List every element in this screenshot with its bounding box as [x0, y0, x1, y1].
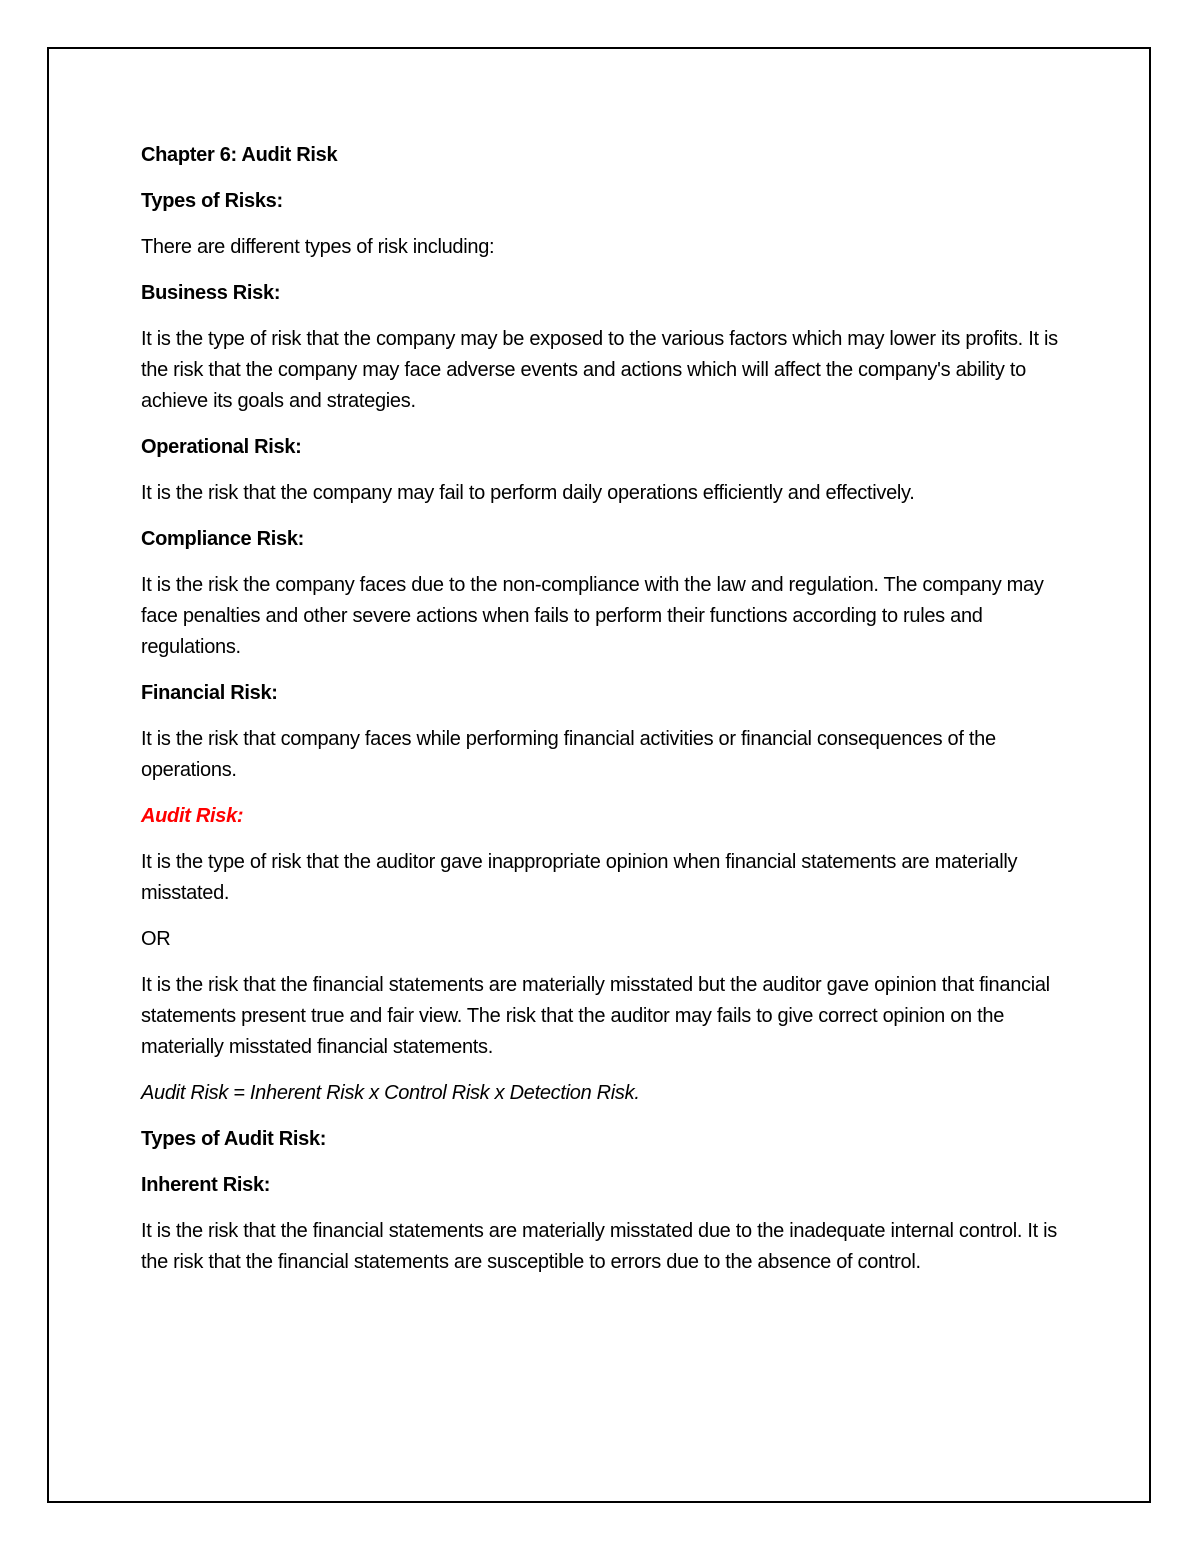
types-intro: There are different types of risk including: — [141, 236, 495, 258]
business-risk-text: It is the type of risk that the company may be exposed to the various factors which may lower its profits. It is the risk that the company may face adverse events and actions which will affect the company's ability to achieve its goals and strategies. — [141, 328, 1058, 412]
compliance-risk-text: It is the risk the company faces due to the non-compliance with the law and regulation. The company may face penalties and other severe actions when fails to perform their functions according to rules and regulations. — [141, 574, 1044, 658]
operational-risk-heading: Operational Risk: — [141, 436, 302, 458]
audit-risk-text-2: It is the risk that the financial statements are materially misstated but the auditor gave opinion that financial statements present true and fair view. The risk that the auditor may fails to give correct opinion on the materially misstated financial statements. — [141, 974, 1050, 1058]
operational-risk-text: It is the risk that the company may fail to perform daily operations efficiently and effectively. — [141, 482, 915, 504]
business-risk-heading: Business Risk: — [141, 282, 281, 304]
financial-risk-heading: Financial Risk: — [141, 682, 278, 704]
compliance-risk-heading: Compliance Risk: — [141, 528, 305, 550]
inherent-risk-heading: Inherent Risk: — [141, 1174, 271, 1196]
audit-types-heading: Types of Audit Risk: — [141, 1128, 327, 1150]
chapter-title: Chapter 6: Audit Risk — [141, 144, 338, 166]
audit-risk-or: OR — [141, 928, 171, 950]
audit-risk-formula: Audit Risk = Inherent Risk x Control Risk x Detection Risk. — [141, 1082, 640, 1104]
types-heading: Types of Risks: — [141, 190, 283, 212]
document-body — [141, 140, 1061, 1293]
audit-risk-text-1: It is the type of risk that the auditor gave inappropriate opinion when financial statements are materially misstated. — [141, 851, 1018, 904]
financial-risk-text: It is the risk that company faces while performing financial activities or financial consequences of the operations. — [141, 728, 996, 781]
inherent-risk-text: It is the risk that the financial statements are materially misstated due to the inadequate internal control. It is the risk that the financial statements are susceptible to errors due to the absence of control. — [141, 1220, 1057, 1273]
audit-risk-heading: Audit Risk: — [141, 805, 244, 827]
